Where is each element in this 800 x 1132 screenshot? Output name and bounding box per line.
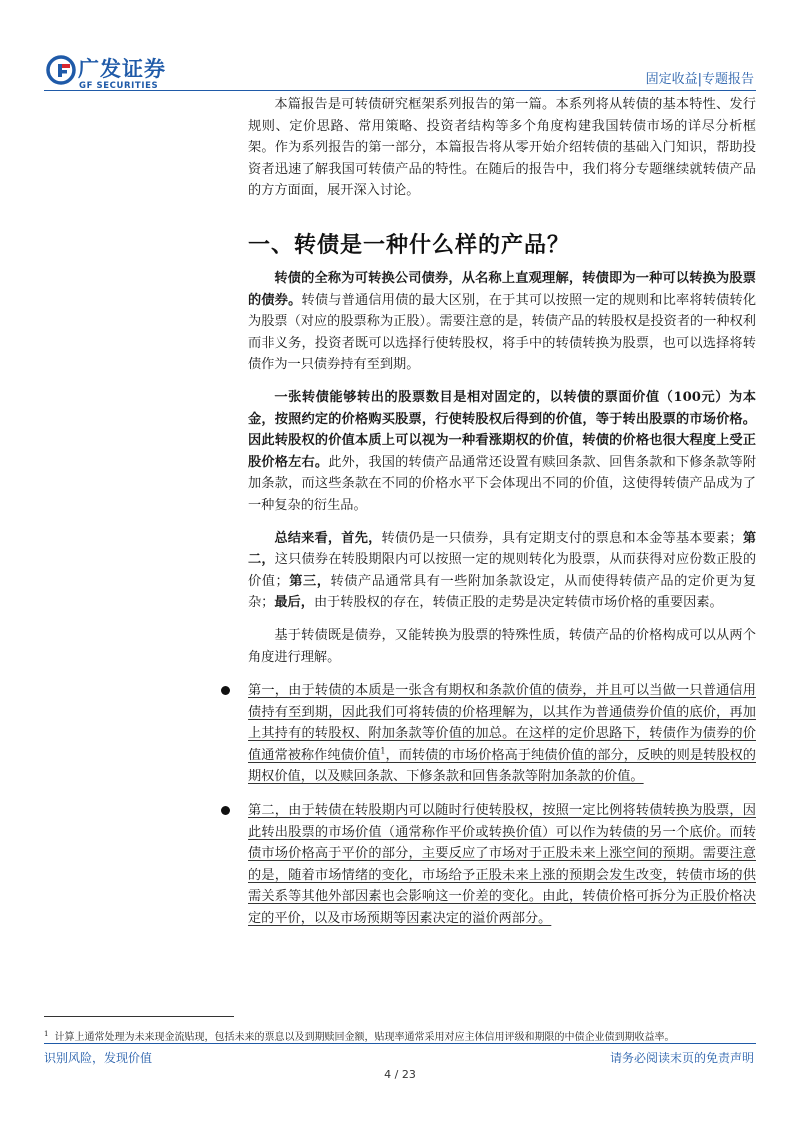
logo-chinese-name: 广发证券: [78, 57, 166, 81]
intro-paragraph: 本篇报告是可转债研究框架系列报告的第一篇。本系列将从转债的基本特性、发行规则、定价思路、常用策略、投资者结构等多个角度构建我国转债市场的详尽分析框架。作为系列报告的第一部分，本篇报告将从零开始介绍转债的基础入门知识，帮助投资者迅速了解我国可转债产品的特性。在随后的报告中，我们将分专题继续就转债产品的方方面面，展开深入讨论。: [248, 97, 756, 199]
footnote-number: 1: [44, 1030, 49, 1038]
page-header: [0, 0, 800, 96]
summary-third-bold: 第三，: [288, 573, 331, 589]
bullet-dot-icon: [221, 686, 230, 695]
section-body: [248, 268, 756, 930]
gf-logo-icon: [46, 55, 76, 85]
summary-second-bold: 第二，: [248, 530, 757, 568]
summary-second-text: 这只债券在转股期限内可以按照一定的规则转化为股票，从而获得对应份数正股的价值；: [248, 552, 757, 589]
footer-slogan: 识别风险，发现价值: [44, 1051, 153, 1065]
bullet-1-text: [248, 680, 756, 788]
bullet-dot-icon: [221, 806, 230, 815]
bullet-1-text-part1: 第一，由于转债的本质是一张含有期权和条款价值的债券，并且可以当做一只普通信用债持有至到期，因此我们可将转债的价格理解为，以其作为普通债券价值的底价，再加上其持有的转股权、附加条款等价值的加总。在这样的定价思路下，转债作为债券的价值通常被称作纯债价值: [248, 683, 756, 763]
footnote-ref[interactable]: 1: [380, 746, 386, 756]
logo-english-name: GF SECURITIES: [79, 81, 159, 91]
paragraph-2-bold: 一张转债能够转出的股票数目是相对固定的，以转债的票面价值（100元）为本金，按照约定的价格购买股票，行使转股权后得到的价值，等于转出股票的市场价格。因此转股权的价值本质上可以视为一种看涨期权的价值，转债的价格也很大程度上受正股价格左右。: [248, 389, 756, 470]
bullet-item-1: [248, 680, 756, 788]
footer-divider: [44, 1043, 756, 1044]
main-content: [248, 94, 756, 202]
paragraph-1-text: 转债与普通信用债的最大区别，在于其可以按照一定的规则和比率将转债转化为股票（对应的股票称为正股）。需要注意的是，转债产品的转股权是投资者的一种权利而非义务，投资者既可以选择行使转股权，将手中的转债转换为股票，也可以选择将转债作为一只债券持有至到期。: [248, 292, 757, 373]
report-type-label: 固定收益|专题报告: [645, 72, 754, 87]
paragraph-1: [248, 268, 756, 376]
paragraph-2-text: 此外，我国的转债产品通常还设置有赎回条款、回售条款和下修条款等附加条款，而这些条款在不同的价格水平下会体现出不同的价值，这使得转债产品成为了一种复杂的衍生品。: [248, 454, 757, 513]
bullet-item-2: [248, 800, 756, 930]
header-divider: [44, 90, 756, 91]
company-logo: [46, 55, 206, 95]
footer-disclaimer-link[interactable]: 请务必阅读末页的免责声明: [609, 1051, 754, 1065]
bullet-1-text-part2: ，而转债的市场价格高于纯债价值的部分，反映的则是转股权的期权价值，以及赎回条款、下修条款和回售条款等附加条款的价值。: [248, 747, 756, 785]
page-number: 4 / 23: [384, 1068, 416, 1081]
bullet-2-text: 第二，由于转债在转股期内可以随时行使转股权，按照一定比例将转债转换为股票，因此转出股票的市场价值（通常称作平价或转换价值）可以作为转债的另一个底价。而转债市场价格高于平价的部分，主要反应了市场对于正股未来上涨空间的预期。需要注意的是，随着市场情绪的变化，市场给予正股未来上涨的预期会发生改变，转债市场的供需关系等其他外部因素也会影响这一价差的变化。由此，转债价格可拆分为正股价格决定的平价，以及市场预期等因素决定的溢价两部分。: [248, 803, 756, 927]
footnote-divider: [44, 1016, 234, 1017]
paragraph-3: [248, 528, 756, 614]
paragraph-1-bold: 转债的全称为可转换公司债券，从名称上直观理解，转债即为一种可以转换为股票的债券。: [248, 271, 756, 308]
footnote-text: 计算上通常处理为未来现金流贴现，包括未来的票息以及到期赎回金额，贴现率通常采用对应主体信用评级和期限的中债企业债到期收益率。: [54, 1032, 675, 1044]
summary-last-bold: 最后，: [274, 595, 314, 611]
section-heading: 一、转债是一种什么样的产品？: [248, 233, 571, 258]
summary-first-text: 转债仍是一只债券，具有定期支付的票息和本金等基本要素；: [381, 530, 743, 546]
summary-third-text: 转债产品通常具有一些附加条款设定，从而使得转债产品的定价更为复杂；: [248, 573, 757, 611]
summary-first-bold: 总结来看，首先，: [274, 530, 382, 546]
paragraph-2: [248, 387, 756, 517]
summary-last-text: 由于转股权的存在，转债正股的走势是决定转债市场价格的重要因素。: [313, 595, 723, 611]
paragraph-4: 基于转债既是债券，又能转换为股票的特殊性质，转债产品的价格构成可以从两个角度进行理解。: [248, 627, 756, 665]
